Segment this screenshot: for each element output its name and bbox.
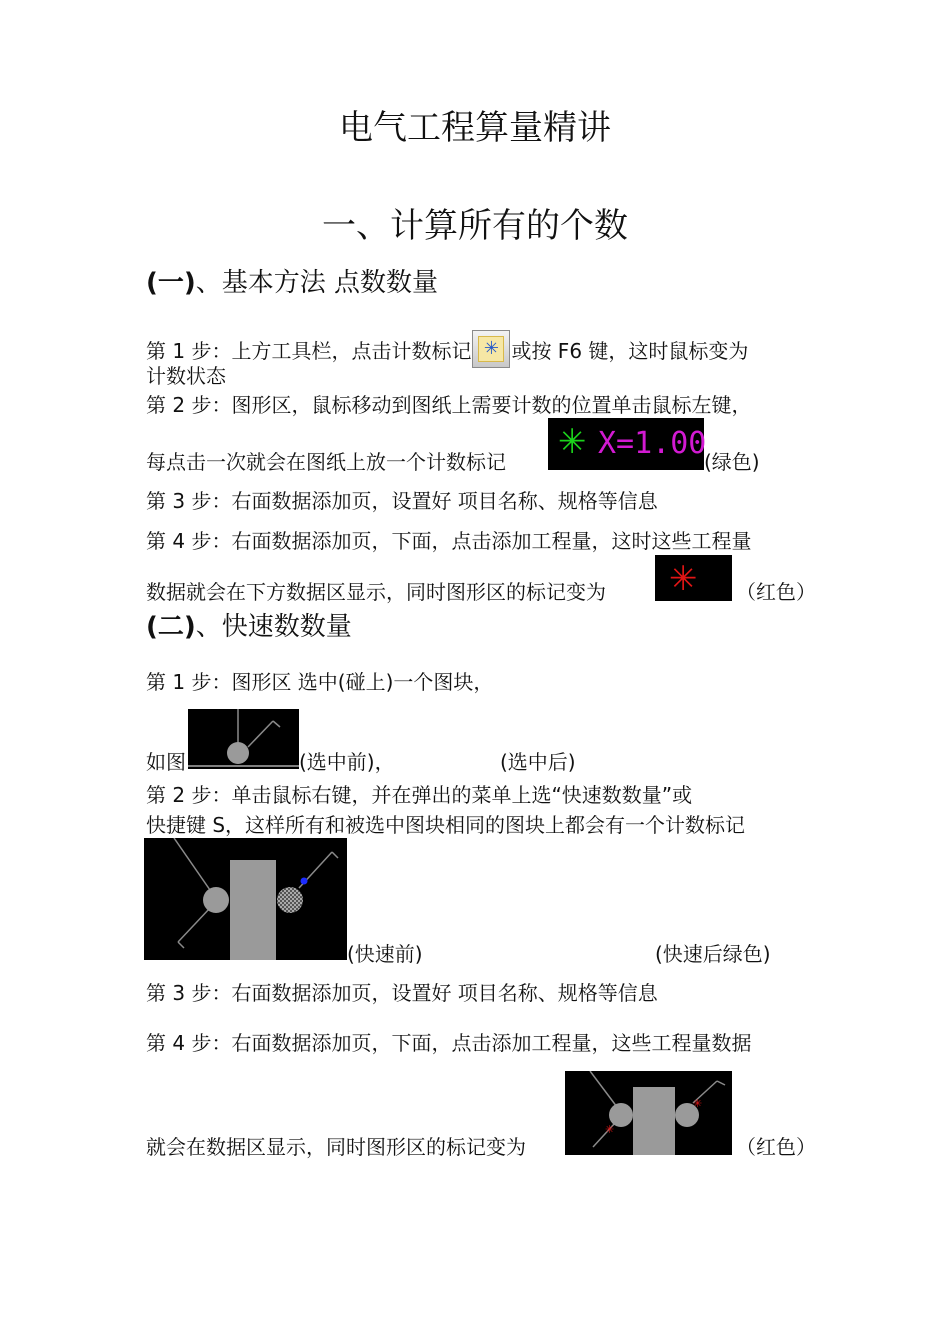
green-count-marker-image — [548, 418, 707, 470]
s2-step3: 第 3 步：右面数据添加页，设置好 项目名称、规格等信息 — [146, 981, 658, 1005]
s1-step3: 第 3 步：右面数据添加页，设置好 项目名称、规格等信息 — [146, 489, 658, 513]
s1-step2b: 每点击一次就会在图纸上放一个计数标记 — [146, 450, 506, 474]
s2-step2b: 快捷键 S，这样所有和被选中图块相同的图块上都会有一个计数标记 — [146, 813, 746, 837]
doc-title: 电气工程算量精讲 — [339, 108, 611, 148]
count-marker-icon: ✳ — [472, 330, 510, 368]
section2-mark: (二) — [146, 612, 196, 642]
s1-step1b: 或按 F6 键，这时鼠标变为 — [511, 339, 749, 363]
green-asterisk-icon: ✳ — [558, 422, 587, 462]
marker-value-label: X=1.00 — [598, 426, 707, 461]
s2-fig-prefix: 如图 — [146, 750, 186, 774]
s1-step1c: 计数状态 — [146, 364, 226, 388]
s1-step1-line1 — [146, 330, 748, 368]
section2-title: 、快速数数量 — [195, 612, 352, 642]
s2-step1: 第 1 步：图形区 选中(碰上)一个图块， — [146, 670, 494, 694]
red-asterisk-icon: ✳ — [669, 559, 698, 599]
section1-title: 、基本方法 点数数量 — [195, 268, 439, 298]
s1-step1a: 第 1 步：上方工具栏，点击计数标记 — [146, 339, 472, 363]
section1-mark: (一) — [146, 268, 196, 298]
red-count-marker-image — [655, 555, 732, 601]
s2-red-note: （红色） — [736, 1135, 816, 1159]
section2-heading — [146, 606, 352, 643]
block-red-markers-image — [565, 1071, 732, 1155]
s1-step2a: 第 2 步：图形区，鼠标移动到图纸上需要计数的位置单击鼠标左键， — [146, 393, 752, 417]
block-before-select-image — [188, 709, 299, 769]
red-marker-right-icon: ✳ — [693, 1097, 703, 1110]
green-note: (绿色) — [704, 450, 760, 474]
before-select-label: (选中前)， — [299, 750, 395, 774]
section1-heading — [146, 262, 438, 299]
after-fast-label: (快速后绿色) — [655, 942, 771, 966]
red-marker-left-icon: ✳ — [605, 1123, 615, 1136]
before-fast-label: (快速前) — [347, 942, 423, 966]
s1-red-note: （红色） — [736, 580, 816, 604]
block-before-fast-count-image — [144, 838, 347, 960]
s1-step4b: 数据就会在下方数据区显示，同时图形区的标记变为 — [146, 580, 606, 604]
s1-step4a: 第 4 步：右面数据添加页，下面，点击添加工程量，这时这些工程量 — [146, 529, 752, 553]
s2-step4b: 就会在数据区显示，同时图形区的标记变为 — [146, 1135, 526, 1159]
s2-step2a: 第 2 步：单击鼠标右键，并在弹出的菜单上选“快速数数量”或 — [146, 783, 693, 807]
after-select-label: (选中后) — [500, 750, 576, 774]
chapter-heading: 一、计算所有的个数 — [322, 206, 628, 246]
s2-step4a: 第 4 步：右面数据添加页，下面，点击添加工程量，这些工程量数据 — [146, 1031, 752, 1055]
